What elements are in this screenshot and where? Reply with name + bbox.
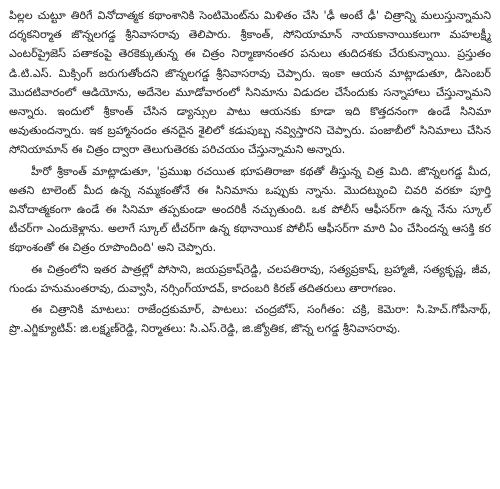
article-paragraph-cast: ఈ చిత్రంలోని ఇతర పాత్రల్లో పోసాని, జయప్రకాష్‌రెడ్డి, చలపతిరావు, సత్యప్రకాష్, బ్రహ్మాజీ, సత్యకృష్ణ, జీవ, గుండు హనుమంతరావు, దువ్వాసి, నర్సింగ్‌యాదవ్, కాదంబరి కిరణ్ తదితరులు తారాగణం. (9, 262, 491, 295)
article-paragraph-credits: ఈ చిత్రానికి మాటలు: రాజేంద్రకుమార్, పాటలు: చంద్రబోస్, సంగీతం: చక్రి, కెమెరా: సి.హెచ్.గోపీనాథ్, ప్రొ.ఎగ్జిక్యూటివ్: జి.లక్ష్మణ్‌రెడ్డి, నిర్మాతలు: సి.ఎస్.రెడ్డి, జి.జ్యోతిక, జొన్న లగడ్డ శ్రీనివాసరావు. (9, 303, 491, 336)
article-paragraph-hero-quote: హీరో శ్రీకాంత్ మాట్లాడుతూ, 'ప్రముఖ రచయిత భూపతిరాజా కథతో తీస్తున్న చిత్ర మిది. జొన్నలగడ్డ మీద, అతని టాలెంట్ మీద ఉన్న నమ్మకంతోనే ఈ సినిమాను ఒప్పుకు న్నాను. మొదట్నుంచి చివరి వరకూ పూర్తి వినోదాత్మకంగా ఉండే ఈ సినిమా తప్పకుండా అందరికీ నచ్చుతుంది. ఒక పోలీస్ ఆఫీసర్‌గా ఉన్న నేను స్కూల్ టీచర్‌గా ఎందుకెళ్లాను. అలాగే స్కూల్ టీచర్‌గా ఉన్న కథానాయిక పోలీస్ ఆఫీసర్‌గా మారి ఏం చేసిందన్న ఆసక్తి కర కథాంశంతో ఈ చిత్రం రూపొందింది' అని చెప్పారు. (9, 164, 491, 255)
article-paragraph-intro: పిల్లల చుట్టూ తిరిగే వినోదాత్మక కథాంశానికి సెంటిమెంట్‌ను మిళితం చేసి 'ఢీ అంటే ఢీ' చిత్రాన్ని మలుస్తున్నామని దర్శకనిర్మాత జొన్నలగడ్డ శ్రీనివాసరావు తెలిపారు. శ్రీకాంత్, సోనియామాన్ నాయకానాయికలుగా మహలక్ష్మీ ఎంటర్‌ప్రైజెస్ పతాకంపై తెరకెక్కుతున్న ఈ చిత్రం నిర్మాణానంతర పనులు తుదిదశకు చేరుకున్నాయి. ప్రస్తుతం డి.టి.ఎస్. మిక్సింగ్ జరుగుతోందని జొన్నలగడ్డ శ్రీనివాసరావు చెప్పారు. ఇంకా ఆయన మాట్లాడుతూ, డిసెంబర్ మొదటివారంలో ఆడియోను, అదేనెల మూడోవారంలో సినిమాను విడుదల చేసేందుకు సన్నాహాలు చేస్తున్నామని అన్నారు. ఇందులో శ్రీకాంత్ చేసిన డ్యాన్సుల పాటు ఆయనకు కూడా ఇది కొత్తదనంగా ఉండే సినిమా అవుతుందన్నారు. ఇక బ్రహ్మానందం తనదైన శైలిలో కడుపుబ్బ నవ్విస్తారని చెప్పారు. పంజాబీలో సినిమాలు చేసిన సోనియామాన్ ఈ చిత్రం ద్వారా తెలుగుతెరకు పరిచయం చేస్తున్నామని అన్నారు. (9, 9, 491, 157)
